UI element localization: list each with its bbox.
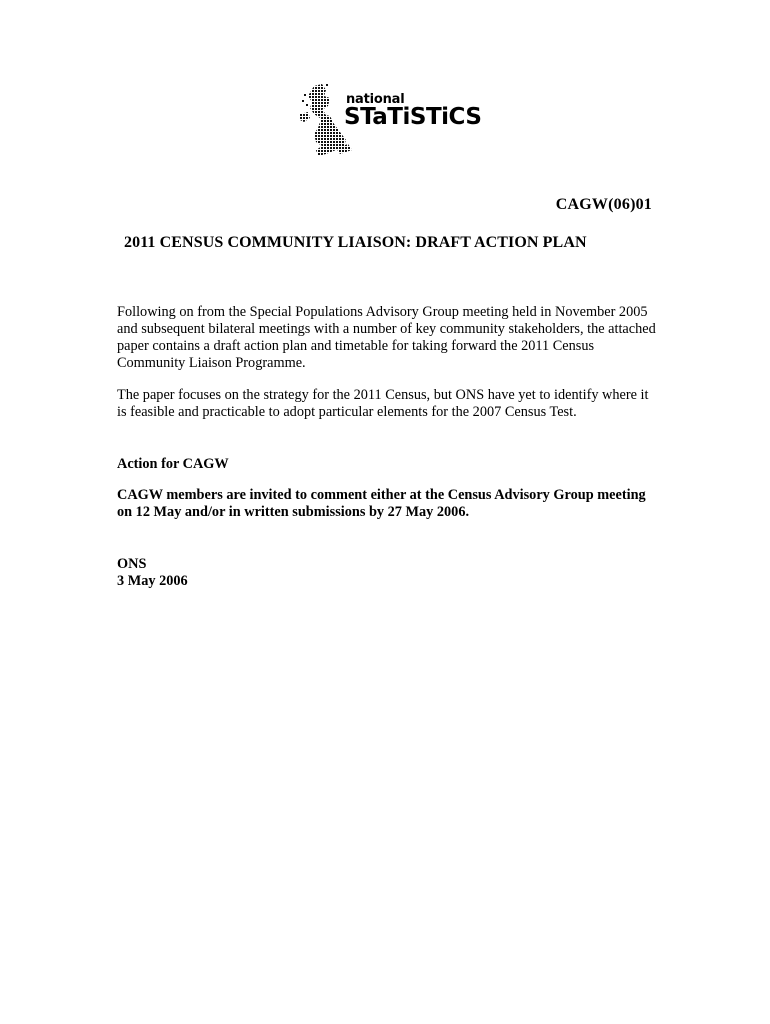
signature-date: 3 May 2006: [117, 573, 188, 589]
logo-national: national: [346, 92, 405, 107]
logo-statistics: STaTiSTiCS: [344, 104, 482, 130]
national-statistics-logo: [300, 84, 490, 160]
document-title: 2011 CENSUS COMMUNITY LIAISON: DRAFT ACTION PLAN: [124, 234, 587, 251]
focus-paragraph: The paper focuses on the strategy for the 2011 Census, but ONS have yet to identify where it is feasible and practicable to adopt particular elements for the 2007 Census Test.: [117, 387, 649, 420]
action-text: CAGW members are invited to comment either at the Census Advisory Group meeting on 12 May and/or in written submissions by 27 May 2006.: [117, 487, 646, 520]
document-reference: CAGW(06)01: [555, 196, 652, 213]
action-heading: Action for CAGW: [117, 456, 229, 472]
intro-paragraph: Following on from the Special Populations Advisory Group meeting held in November 2005 and subsequent bilateral meetings with a number of key community stakeholders, the attached paper contains a draft action plan and timetable for taking forward the 2011 Census Community Liaison Programme.: [117, 304, 656, 371]
signature-org: ONS: [117, 556, 147, 572]
signature-block: [117, 556, 188, 590]
